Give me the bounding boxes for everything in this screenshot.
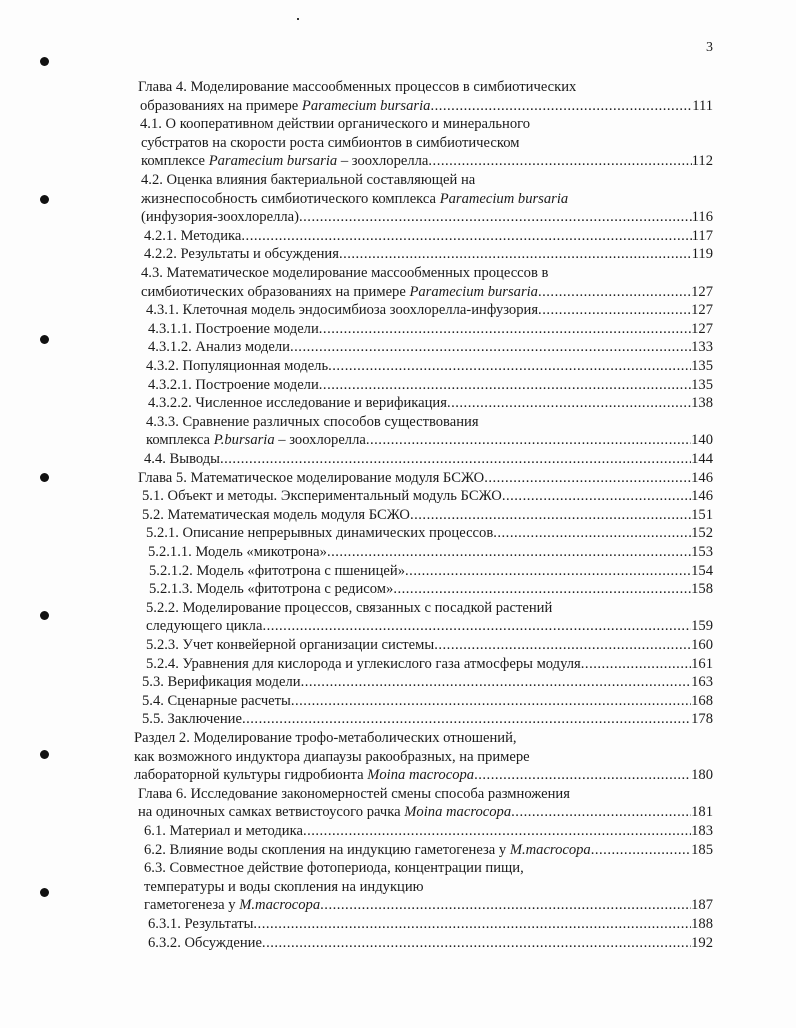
- toc-entry-line: [138, 78, 576, 96]
- dot-leader: [511, 803, 691, 821]
- toc-entry-title: комплексе Paramecium bursaria – зоохлорелла: [141, 153, 429, 170]
- toc-entry: [144, 896, 713, 914]
- toc-page-number: 116: [691, 209, 713, 226]
- toc-page-number: 127: [691, 283, 713, 300]
- toc-entry-title: 5.2.1.1. Модель «микотрона»: [148, 544, 327, 560]
- toc-entry: [141, 208, 713, 226]
- toc-entry: [149, 580, 713, 598]
- toc-page-number: 153: [691, 544, 713, 560]
- toc-entry: [146, 617, 713, 635]
- toc-entry-title: 5.2.1. Описание непрерывных динамических процессов: [146, 525, 494, 542]
- toc-entry-line: [146, 599, 552, 617]
- toc-entry-title: 4.4. Выводы: [144, 451, 220, 467]
- dot-leader: [428, 152, 691, 170]
- dot-leader: [484, 469, 691, 487]
- dot-leader: [301, 673, 692, 691]
- toc-entry-line: [141, 171, 475, 189]
- toc-entry: [138, 803, 713, 821]
- toc-entry-line: [144, 859, 524, 877]
- dot-leader: [253, 915, 691, 933]
- dot-leader: [291, 692, 691, 710]
- dot-leader: [262, 617, 691, 635]
- toc-entry-title: 4.2. Оценка влияния бактериальной составляющей на: [141, 172, 476, 188]
- toc-entry-title: 5.2.1.2. Модель «фитотрона с пшеницей»: [149, 562, 406, 579]
- toc-page-number: 181: [691, 804, 713, 821]
- toc-entry: [144, 841, 713, 859]
- toc-entry: [146, 301, 713, 319]
- toc-page-number: 117: [691, 227, 713, 244]
- toc-entry-title: 6.3.1. Результаты: [148, 916, 254, 932]
- dot-leader: [538, 301, 691, 319]
- toc-page-number: 135: [691, 358, 713, 374]
- toc-entry-title: как возможного индуктора диапаузы ракообразных, на примере: [134, 748, 530, 765]
- toc-entry-title: 4.3. Математическое моделирование массообменных процессов в: [141, 265, 549, 281]
- toc-entry-title: температуры и воды скопления на индукцию: [144, 878, 424, 895]
- toc-entry-title: комплекса P.bursaria – зоохлорелла: [146, 432, 366, 449]
- toc-entry-title: 4.2.1. Методика: [144, 227, 242, 244]
- toc-entry: [144, 227, 713, 245]
- toc-entry-title: жизнеспособность симбиотического комплекса Paramecium bursaria: [141, 190, 569, 207]
- dot-leader: [493, 524, 691, 542]
- toc-entry: [148, 915, 713, 933]
- dot-leader: [320, 896, 691, 914]
- toc-page-number: 188: [691, 916, 713, 932]
- toc-entry-title: 5.2. Математическая модель модуля БСЖО: [142, 506, 410, 523]
- binding-hole-mark: [40, 473, 49, 482]
- toc-page-number: 119: [691, 246, 713, 263]
- toc-entry: [141, 283, 713, 301]
- toc-entry-title: 4.3.2. Популяционная модель: [146, 358, 329, 374]
- toc-page-number: 152: [691, 525, 713, 542]
- toc-entry-title: Раздел 2. Моделирование трофо-метаболических отношений,: [134, 730, 517, 746]
- dot-leader: [393, 580, 691, 598]
- toc-page-number: 111: [692, 97, 713, 114]
- toc-entry-title: гаметогенеза у M.macrocopa: [144, 897, 321, 914]
- toc-page-number: 163: [691, 674, 713, 691]
- dot-leader: [327, 543, 691, 561]
- binding-hole-mark: [40, 888, 49, 897]
- toc-page-number: 151: [691, 506, 713, 523]
- toc-entry-title: 4.3.2.2. Численное исследование и верификация: [148, 395, 447, 412]
- toc-entry-title: 5.2.4. Уравнения для кислорода и углекислого газа атмосферы модуля: [146, 655, 581, 672]
- dot-leader: [430, 97, 692, 115]
- dot-leader: [502, 487, 691, 505]
- toc-entry: [146, 655, 713, 673]
- toc-page-number: 146: [691, 488, 713, 505]
- toc-entry-title: 5.2.3. Учет конвейерной организации системы: [146, 637, 435, 653]
- toc-entry-title: 4.1. О кооперативном действии органического и минерального: [140, 116, 531, 133]
- toc-entry-title: симбиотических образованиях на примере Paramecium bursaria: [141, 283, 538, 300]
- toc-entry-title: 6.3. Совместное действие фотопериода, концентрации пищи,: [144, 860, 524, 877]
- toc-entry-title: 6.2. Влияние воды скопления на индукцию гаметогенеза у M.macrocopa: [144, 841, 591, 858]
- toc-page-number: 160: [691, 637, 713, 653]
- dot-leader: [262, 934, 691, 952]
- toc-entry: [146, 357, 713, 375]
- toc-page-number: 144: [691, 451, 713, 467]
- toc-page-number: 146: [691, 469, 713, 486]
- toc-entry-line: [146, 413, 479, 431]
- toc-entry-title: на одиночных самках ветвистоусого рачка Moina macrocopa: [138, 804, 512, 821]
- toc-entry: [142, 487, 713, 505]
- dot-leader: [366, 431, 691, 449]
- toc-entry-title: 4.3.1.1. Построение модели: [148, 320, 319, 337]
- binding-hole-mark: [40, 195, 49, 204]
- binding-hole-mark: [40, 335, 49, 344]
- dot-leader: [303, 822, 691, 840]
- toc-entry: [148, 543, 713, 561]
- toc-entry-title: 4.3.3. Сравнение различных способов существования: [146, 413, 479, 430]
- dot-leader: [581, 655, 691, 673]
- toc-page-number: 127: [691, 320, 713, 337]
- toc-entry: [146, 524, 713, 542]
- toc-entry: [138, 469, 713, 487]
- dot-leader: [242, 710, 691, 728]
- binding-hole-mark: [40, 611, 49, 620]
- toc-entry-title: 5.1. Объект и методы. Экспериментальный модуль БСЖО: [142, 488, 502, 505]
- toc-entry-line: [140, 115, 530, 133]
- toc-entry-title: 5.4. Сценарные расчеты: [142, 692, 291, 709]
- dot-leader: [319, 376, 691, 394]
- binding-hole-mark: [40, 750, 49, 759]
- toc-entry-line: [141, 134, 519, 152]
- toc-page-number: 158: [691, 581, 713, 598]
- toc-page-number: 112: [691, 153, 713, 170]
- toc-page-number: 133: [691, 339, 713, 356]
- toc-entry: [140, 97, 713, 115]
- toc-entry-line: [141, 264, 548, 282]
- toc-page-number: 168: [691, 692, 713, 709]
- toc-entry: [148, 320, 713, 338]
- toc-page-number: 159: [691, 618, 713, 635]
- toc-entry-title: 4.3.2.1. Построение модели: [148, 376, 319, 393]
- toc-page-number: 192: [691, 934, 713, 951]
- toc-page-number: 135: [691, 376, 713, 393]
- toc-entry-title: 5.2.2. Моделирование процессов, связанных с посадкой растений: [146, 599, 553, 616]
- dot-leader: [410, 506, 691, 524]
- dot-leader: [290, 338, 691, 356]
- dot-leader: [220, 450, 691, 468]
- toc-entry-title: 5.2.1.3. Модель «фитотрона с редисом»: [149, 581, 394, 598]
- dot-leader: [319, 320, 691, 338]
- toc-entry: [144, 450, 713, 468]
- toc-entry-line: [141, 190, 568, 208]
- toc-entry-line: [144, 878, 424, 896]
- toc-entry-title: Глава 5. Математическое моделирование модуля БСЖО: [138, 469, 485, 486]
- toc-entry-title: субстратов на скорости роста симбионтов в симбиотическом: [141, 134, 520, 151]
- page-number: 3: [706, 40, 713, 55]
- toc-entry: [142, 710, 713, 728]
- toc-entry-title: 4.3.1.2. Анализ модели: [148, 339, 290, 356]
- toc-entry: [149, 562, 713, 580]
- dot-leader: [447, 394, 691, 412]
- dot-leader: [474, 766, 691, 784]
- toc-entry-title: 5.5. Заключение: [142, 711, 242, 728]
- toc-page-number: 183: [691, 823, 713, 839]
- toc-entry-title: 5.3. Верификация модели: [142, 674, 301, 691]
- dot-leader: [328, 357, 691, 375]
- dot-leader: [591, 841, 691, 859]
- toc-entry: [148, 338, 713, 356]
- toc-page-number: 178: [691, 711, 713, 728]
- toc-page-number: 154: [691, 562, 713, 579]
- toc-entry-title: 6.1. Материал и методика: [144, 823, 303, 839]
- toc-entry: [144, 822, 713, 840]
- toc-entry-line: [134, 729, 517, 747]
- toc-entry: [142, 692, 713, 710]
- dot-leader: [241, 227, 691, 245]
- toc-entry-title: Глава 4. Моделирование массообменных процессов в симбиотических: [138, 79, 577, 95]
- toc-entry-title: следующего цикла: [146, 618, 263, 635]
- toc-entry-title: 6.3.2. Обсуждение: [148, 934, 262, 951]
- toc-entry: [142, 506, 713, 524]
- toc-entry-title: (инфузория-зоохлорелла): [141, 209, 299, 226]
- binding-hole-mark: [40, 57, 49, 66]
- toc-page-number: 180: [691, 767, 713, 784]
- toc-entry-line: [134, 748, 530, 766]
- toc-entry: [142, 673, 713, 691]
- toc-entry: [141, 152, 713, 170]
- toc-entry: [148, 376, 713, 394]
- dot-leader: [538, 283, 691, 301]
- toc-entry: [148, 934, 713, 952]
- toc-entry: [148, 394, 713, 412]
- scan-mark: [297, 18, 299, 20]
- toc-entry-line: [138, 785, 570, 803]
- dot-leader: [299, 208, 692, 226]
- toc-entry-title: 4.2.2. Результаты и обсуждения: [144, 246, 339, 263]
- toc-entry-title: лабораторной культуры гидробионта Moina macrocopa: [134, 767, 475, 784]
- toc-entry-title: 4.3.1. Клеточная модель эндосимбиоза зоохлорелла-инфузория: [146, 302, 539, 319]
- toc-entry-title: образованиях на примере Paramecium bursaria: [140, 97, 431, 114]
- toc-page-number: 140: [691, 432, 713, 449]
- toc-page-number: 187: [691, 897, 713, 914]
- toc-entry: [146, 636, 713, 654]
- dot-leader: [405, 562, 691, 580]
- toc-entry-title: Глава 6. Исследование закономерностей смены способа размножения: [138, 785, 570, 802]
- toc-page-number: 161: [691, 655, 713, 672]
- toc-page-number: 138: [691, 395, 713, 412]
- toc-page-number: 127: [691, 302, 713, 319]
- dot-leader: [339, 245, 692, 263]
- dot-leader: [434, 636, 691, 654]
- toc-entry: [134, 766, 713, 784]
- toc-entry: [144, 245, 713, 263]
- toc-entry: [146, 431, 713, 449]
- toc-page-number: 185: [691, 841, 713, 858]
